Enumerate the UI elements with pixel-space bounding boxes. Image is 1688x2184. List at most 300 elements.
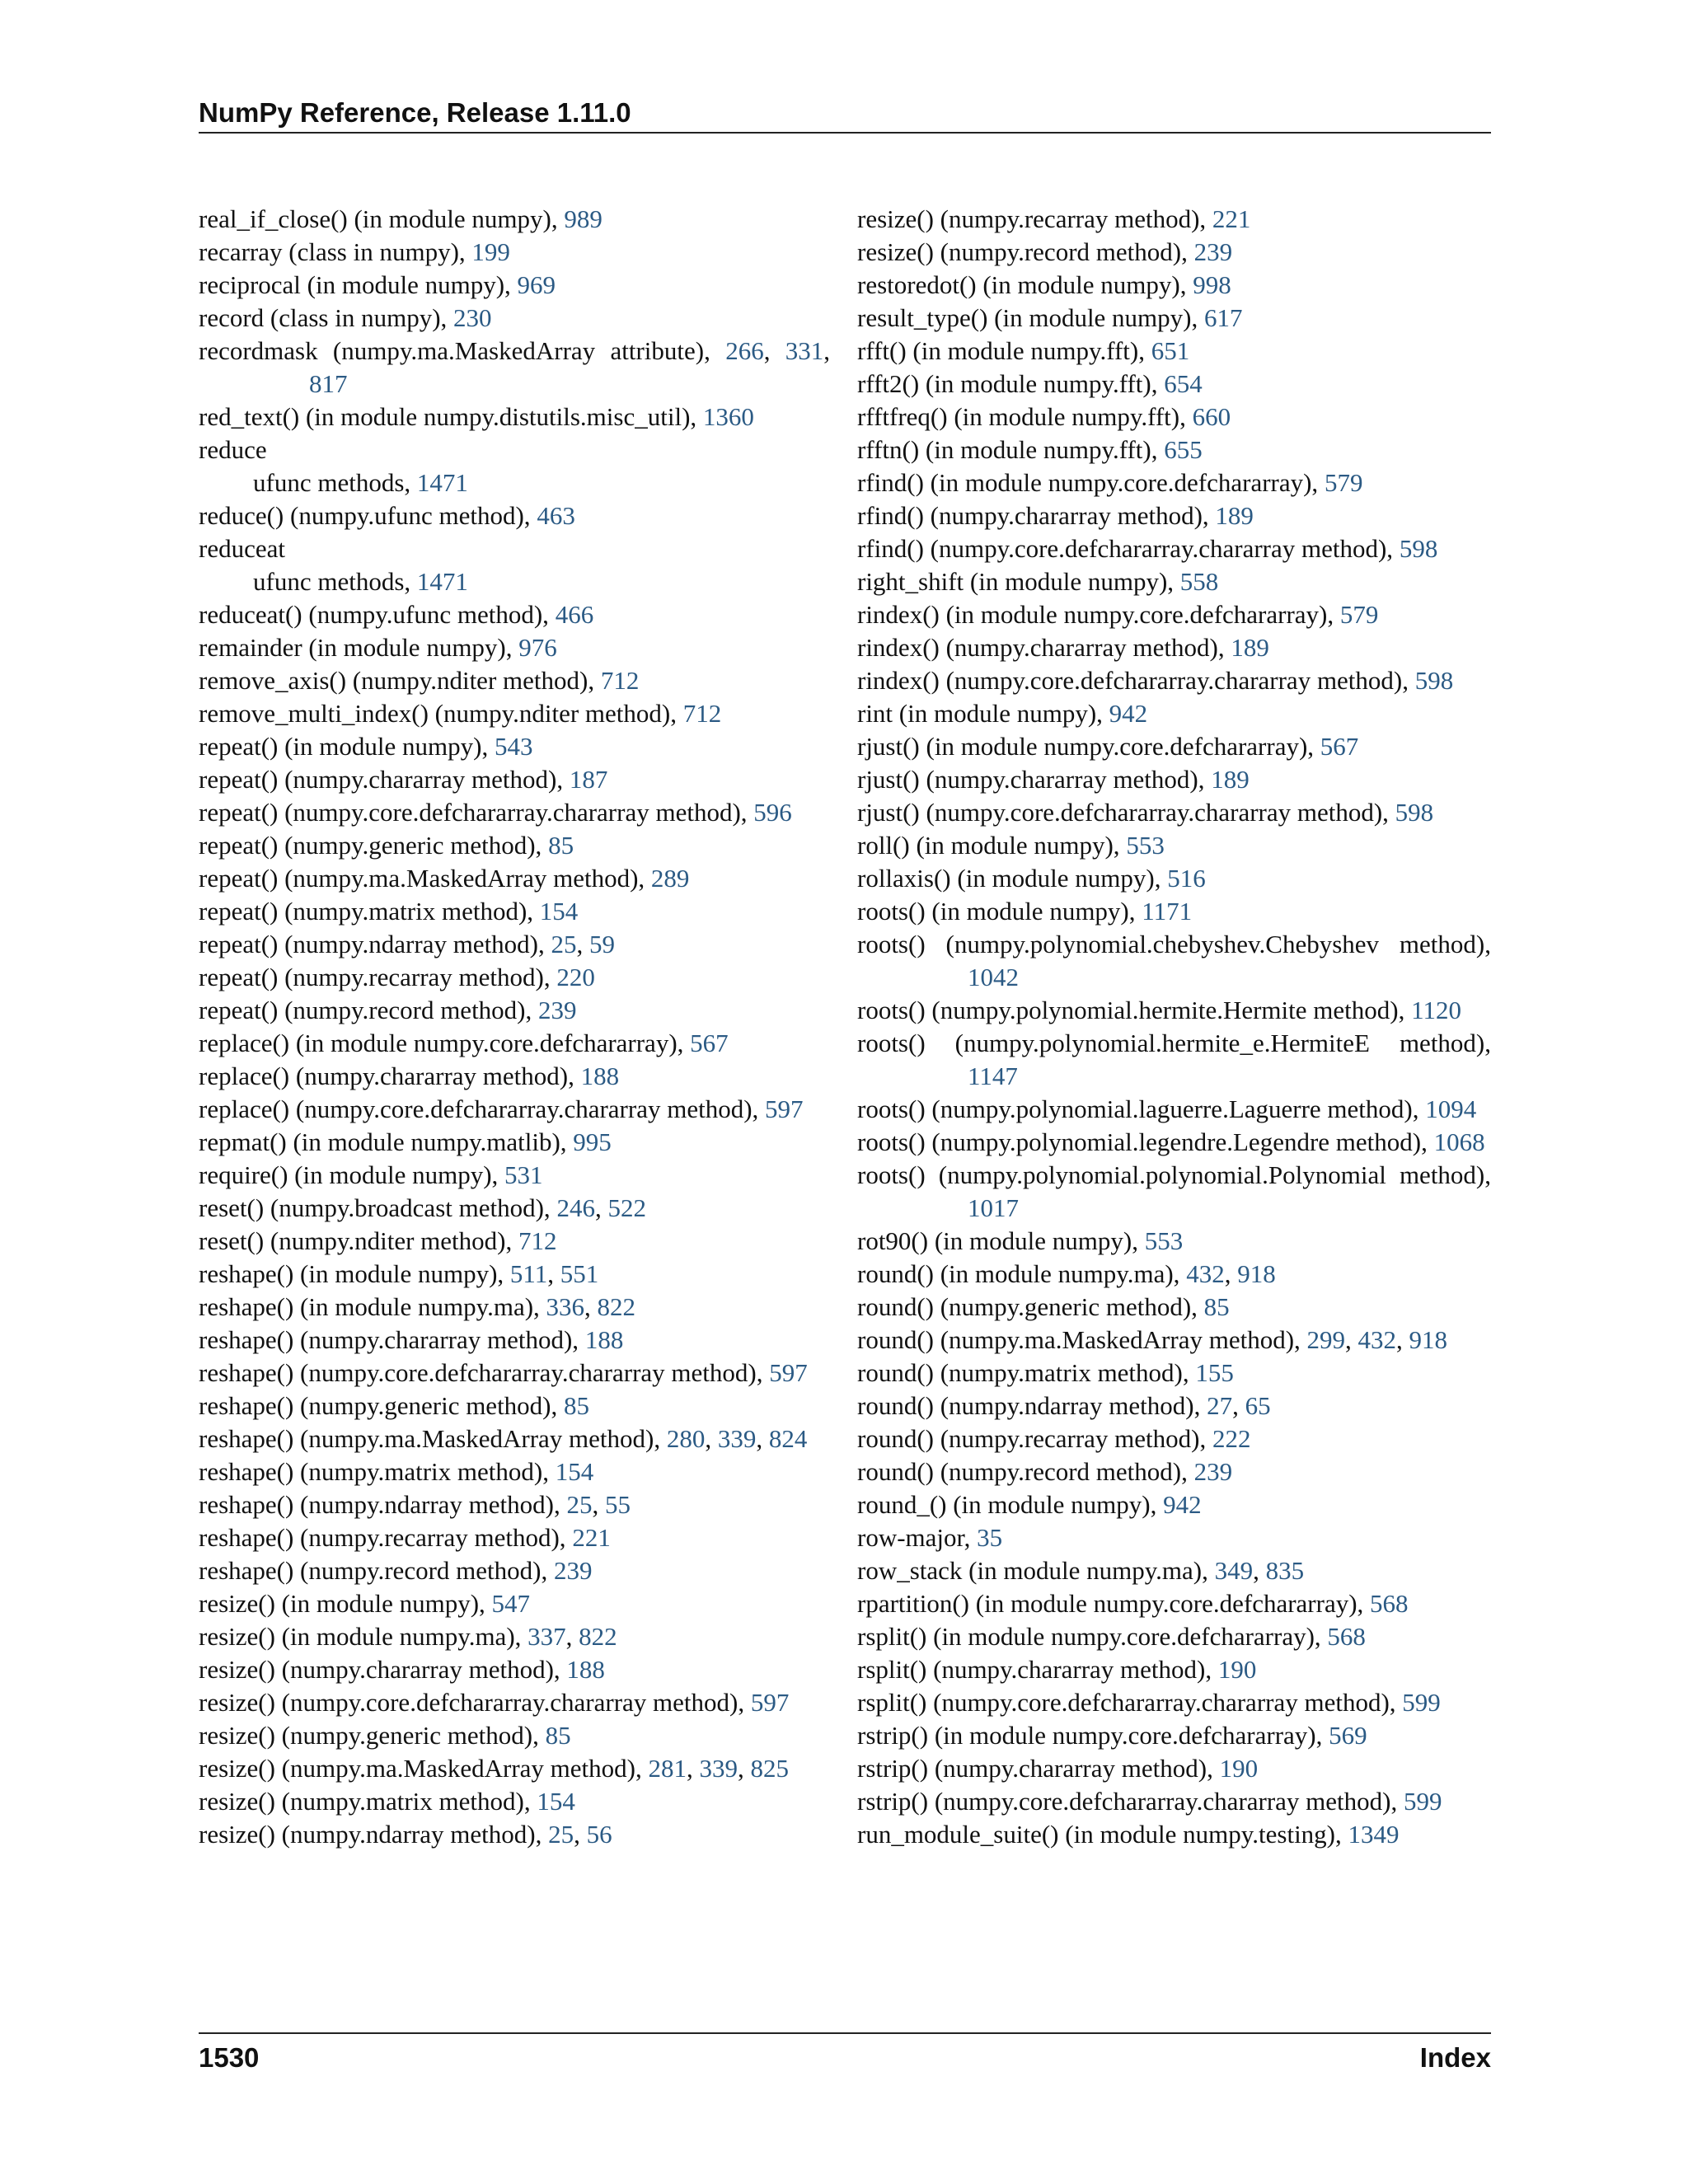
index-term: reduceat() (numpy.ufunc method), [199,600,556,629]
index-term: repeat() (numpy.recarray method), [199,963,557,991]
page-reference-link[interactable]: 85 [545,1721,571,1750]
index-term: remainder (in module numpy), [199,633,519,662]
index-term: rsplit() (numpy.core.defchararray.chararray method), [857,1688,1403,1717]
page-reference-link[interactable]: 995 [573,1127,612,1156]
page-reference-link[interactable]: 597 [765,1094,804,1123]
page-reference-link[interactable]: 463 [537,501,575,530]
page-reference-link[interactable]: 56 [586,1820,612,1849]
index-term: reset() (numpy.nditer method), [199,1226,518,1255]
page-reference-link[interactable]: 154 [555,1457,594,1486]
index-term: round() (numpy.matrix method), [857,1358,1196,1387]
page-reference-link[interactable]: 597 [750,1688,790,1717]
page-reference-link[interactable]: 189 [1211,765,1250,794]
page-reference-link[interactable]: 598 [1395,798,1434,827]
page-reference-link[interactable]: 432 [1186,1259,1225,1288]
page-reference-link[interactable]: 822 [579,1622,617,1651]
index-entry [857,664,1491,697]
index-term: rstrip() (numpy.core.defchararray.chararray method), [857,1787,1404,1816]
index-term: reshape() (numpy.core.defchararray.chararray method), [199,1358,770,1387]
index-entry [199,1785,830,1818]
index-term: reduce [199,435,267,464]
index-entry [199,302,830,335]
page-reference-link[interactable]: 969 [517,270,556,299]
index-term: repeat() (numpy.matrix method), [199,897,540,926]
index-entry: resize() (numpy.ma.MaskedArray method), 281, 339, 825 [199,1754,789,1783]
index-entry [199,697,830,730]
index-entry [199,1390,830,1422]
index-entry [857,434,1491,466]
index-entry [857,1027,1491,1093]
index-subentry [199,565,830,598]
index-entry [857,1488,1491,1521]
index-entry [857,1785,1491,1818]
index-term: round() (in module numpy.ma), [857,1259,1187,1288]
index-entry [199,236,830,269]
page-reference-link[interactable]: 1120 [1411,996,1461,1024]
index-term: reshape() (numpy.generic method), [199,1391,565,1420]
page-reference-link[interactable]: 599 [1402,1688,1441,1717]
index-entry [857,1126,1491,1159]
index-term: round() (numpy.record method), [857,1457,1194,1486]
index-term: repeat() (in module numpy), [199,732,495,761]
index-entry [857,598,1491,631]
index-term: record (class in numpy), [199,303,454,332]
index-entry [857,1587,1491,1620]
index-term: rindex() (in module numpy.core.defchararray), [857,600,1340,629]
index-entry [199,1225,830,1258]
index-term: rfft() (in module numpy.fft), [857,336,1151,365]
index-entry [857,269,1491,302]
index-column-right [857,203,1491,1851]
index-term: reshape() (numpy.ma.MaskedArray method), [199,1424,667,1453]
index-term: round() (numpy.generic method), [857,1292,1204,1321]
index-entry: row_stack (in module numpy.ma), 349, 835 [857,1556,1305,1585]
page-reference-link[interactable]: 239 [538,996,577,1024]
page-reference-link[interactable]: 188 [566,1655,605,1684]
section-label: Index [1419,2042,1491,2073]
index-term: rint (in module numpy), [857,699,1109,728]
index-term: reduceat [199,534,285,563]
page-reference-link[interactable]: 553 [1144,1226,1184,1255]
index-term: rfind() (in module numpy.core.defchararray), [857,468,1325,497]
index-entry [199,994,830,1027]
page-reference-link[interactable]: 531 [504,1160,543,1189]
index-term: resize() (numpy.ma.MaskedArray method), [199,1754,649,1783]
index-term: rot90() (in module numpy), [857,1226,1145,1255]
page-reference-link[interactable]: 712 [518,1226,557,1255]
page-reference-link[interactable]: 1360 [702,402,754,431]
index-entry: reshape() (in module numpy.ma), 336, 822 [199,1292,636,1321]
index-term: reset() (numpy.broadcast method), [199,1193,557,1222]
index-entry [857,994,1491,1027]
page-reference-link[interactable]: 989 [564,204,603,233]
page-reference-link[interactable]: 942 [1109,699,1148,728]
page-reference-link[interactable]: 222 [1212,1424,1251,1453]
index-entry [199,434,830,466]
index-term: replace() (numpy.chararray method), [199,1062,581,1090]
page-reference-link[interactable]: 654 [1164,369,1203,398]
index-term: repeat() (numpy.ma.MaskedArray method), [199,864,651,893]
index-entry [857,1719,1491,1752]
page-reference-link[interactable]: 598 [1414,666,1454,695]
index-entry [199,1521,830,1554]
page-reference-link[interactable]: 27 [1207,1391,1233,1420]
index-term: restoredot() (in module numpy), [857,270,1193,299]
index-entry [199,532,830,565]
index-entry [857,401,1491,434]
index-entry [199,1455,830,1488]
page-reference-link[interactable]: 1471 [416,567,468,596]
index-entry [199,631,830,664]
index-term: rfftn() (in module numpy.fft), [857,435,1165,464]
page-reference-link[interactable]: 817 [309,369,348,398]
page-reference-link[interactable]: 188 [580,1062,620,1090]
index-entry [857,1159,1491,1225]
index-term: roots() (numpy.polynomial.legendre.Legendre method), [857,1127,1434,1156]
index-entry [857,730,1491,763]
index-term: replace() (numpy.core.defchararray.chararray method), [199,1094,766,1123]
index-term: result_type() (in module numpy), [857,303,1204,332]
page-reference-link[interactable]: 220 [556,963,595,991]
page-reference-link[interactable]: 25 [551,930,577,958]
index-entry [199,269,830,302]
index-entry [199,1324,830,1357]
index-entry [199,203,830,236]
index-term: round_() (in module numpy), [857,1490,1164,1519]
page-reference-link[interactable]: 337 [528,1622,566,1651]
index-entry: reset() (numpy.broadcast method), 246, 522 [199,1193,646,1222]
index-term: rsplit() (numpy.chararray method), [857,1655,1218,1684]
page-reference-link[interactable]: 568 [1327,1622,1366,1651]
index-term: resize() (numpy.core.defchararray.chararray method), [199,1688,751,1717]
index-entry [199,1719,830,1752]
index-entry [857,1422,1491,1455]
index-entry [857,1686,1491,1719]
index-term: recarray (class in numpy), [199,237,472,266]
index-entry: repeat() (numpy.ndarray method), 25, 59 [199,930,616,958]
index-entry [199,1554,830,1587]
index-term: red_text() (in module numpy.distutils.misc_util), [199,402,703,431]
page-reference-link[interactable]: 281 [648,1754,687,1783]
index-term: reshape() (numpy.matrix method), [199,1457,556,1486]
index-term: round() (numpy.recarray method), [857,1424,1212,1453]
index-entry [857,368,1491,401]
page-reference-link[interactable]: 432 [1357,1325,1397,1354]
page-reference-link[interactable]: 466 [555,600,594,629]
page-reference-link[interactable]: 289 [650,864,690,893]
index-entry [199,796,830,829]
page-reference-link[interactable]: 918 [1409,1325,1448,1354]
page-reference-link[interactable]: 918 [1237,1259,1276,1288]
index-term: rjust() (in module numpy.core.defchararray), [857,732,1320,761]
index-term: right_shift (in module numpy), [857,567,1180,596]
page-reference-link[interactable]: 189 [1231,633,1269,662]
index-term: rpartition() (in module numpy.core.defchararray), [857,1589,1371,1618]
page-reference-link[interactable]: 651 [1151,336,1190,365]
page-reference-link[interactable]: 239 [553,1556,593,1585]
page-reference-link[interactable]: 246 [556,1193,595,1222]
index-entry [199,664,830,697]
page-reference-link[interactable]: 299 [1306,1325,1346,1354]
index-term: rindex() (numpy.core.defchararray.chararray method), [857,666,1415,695]
index-entry [857,1620,1491,1653]
page-reference-link[interactable]: 239 [1193,237,1233,266]
index-term: resize() (numpy.ndarray method), [199,1820,549,1849]
page-reference-link[interactable]: 558 [1179,567,1219,596]
page-reference-link[interactable]: 596 [753,798,792,827]
index-term: reshape() (numpy.record method), [199,1556,554,1585]
index-entry [199,1587,830,1620]
page-reference-link[interactable]: 1068 [1433,1127,1485,1156]
page-reference-link[interactable]: 516 [1167,864,1206,893]
index-term: replace() (in module numpy.core.defchararray), [199,1029,691,1057]
index-term: row-major, [857,1523,978,1552]
index-entry [857,862,1491,895]
page-reference-link[interactable]: 55 [604,1490,631,1519]
page-reference-link[interactable]: 551 [560,1259,599,1288]
page-reference-link[interactable]: 221 [1212,204,1251,233]
page-reference-link[interactable]: 154 [537,1787,575,1816]
index-term: rfind() (numpy.chararray method), [857,501,1216,530]
index-term: resize() (in module numpy.ma), [199,1622,528,1651]
document-title: NumPy Reference, Release 1.11.0 [199,97,631,128]
page-reference-link[interactable]: 522 [607,1193,646,1222]
page-reference-link[interactable]: 339 [717,1424,757,1453]
page-reference-link[interactable]: 155 [1195,1358,1234,1387]
index-entry [199,1126,830,1159]
index-entry: reshape() (numpy.ndarray method), 25, 55 [199,1490,631,1519]
index-term: repeat() (numpy.core.defchararray.chararray method), [199,798,754,827]
page-reference-link[interactable]: 598 [1399,534,1438,563]
page-reference-link[interactable]: 336 [546,1292,585,1321]
page-reference-link[interactable]: 825 [750,1754,789,1783]
index-term: resize() (numpy.generic method), [199,1721,546,1750]
page-reference-link[interactable]: 599 [1404,1787,1442,1816]
index-term: reshape() (in module numpy.ma), [199,1292,546,1321]
page-reference-link[interactable]: 569 [1329,1721,1367,1750]
page-reference-link[interactable]: 660 [1192,402,1231,431]
index-term: reduce() (numpy.ufunc method), [199,501,537,530]
index-term: rfft2() (in module numpy.fft), [857,369,1165,398]
index-entry [199,1027,830,1060]
index-entry [199,730,830,763]
page-reference-link[interactable]: 221 [572,1523,611,1552]
page-reference-link[interactable]: 190 [1217,1655,1257,1684]
index-term: reshape() (numpy.chararray method), [199,1325,585,1354]
index-entry [857,466,1491,499]
index-entry [857,302,1491,335]
index-entry [857,697,1491,730]
page-reference-link[interactable]: 835 [1265,1556,1305,1585]
page-reference-link[interactable]: 25 [548,1820,574,1849]
page-reference-link[interactable]: 280 [666,1424,706,1453]
index-entry [857,928,1491,994]
index-entry [199,598,830,631]
page-reference-link[interactable]: 1042 [968,963,1019,991]
index-entry [199,763,830,796]
index-entry [857,565,1491,598]
page-reference-link[interactable]: 543 [494,732,533,761]
index-term: round() (numpy.ma.MaskedArray method), [857,1325,1307,1354]
index-term: ufunc methods, [253,468,417,497]
index-term: roots() (numpy.polynomial.hermite_e.HermiteE method), [857,1029,1491,1057]
index-term: resize() (numpy.matrix method), [199,1787,537,1816]
index-term: repeat() (numpy.chararray method), [199,765,570,794]
index-entry [857,1291,1491,1324]
page-reference-link[interactable]: 266 [725,336,764,365]
index-term: row_stack (in module numpy.ma), [857,1556,1215,1585]
index-entry [857,499,1491,532]
index-term: roots() (numpy.polynomial.polynomial.Polynomial method), [857,1160,1491,1189]
index-entry [199,961,830,994]
index-term: remove_axis() (numpy.nditer method), [199,666,601,695]
page-reference-link[interactable]: 1349 [1348,1820,1400,1849]
index-entry [857,532,1491,565]
index-entry [857,895,1491,928]
page-reference-link[interactable]: 547 [491,1589,531,1618]
page-reference-link[interactable]: 25 [566,1490,593,1519]
page-reference-link[interactable]: 1147 [968,1062,1018,1090]
index-term: repeat() (numpy.ndarray method), [199,930,551,958]
index-term: round() (numpy.ndarray method), [857,1391,1207,1420]
index-entry: recordmask (numpy.ma.MaskedArray attribute), 266, 331, 817 [199,336,831,398]
index-term: run_module_suite() (in module numpy.testing), [857,1820,1348,1849]
index-entry [199,862,830,895]
index-entry [857,1225,1491,1258]
index-entry [857,236,1491,269]
index-term: roots() (in module numpy), [857,897,1142,926]
index-entry: round() (in module numpy.ma), 432, 918 [857,1259,1276,1288]
index-term: roots() (numpy.polynomial.laguerre.Laguerre method), [857,1094,1426,1123]
index-entry [857,1653,1491,1686]
page-reference-link[interactable]: 617 [1204,303,1243,332]
index-term: rfind() (numpy.core.defchararray.chararray method), [857,534,1400,563]
page-reference-link[interactable]: 511 [509,1259,548,1288]
page-reference-link[interactable]: 85 [548,831,574,860]
page-reference-link[interactable]: 567 [690,1029,729,1057]
index-term: resize() (numpy.chararray method), [199,1655,567,1684]
index-term: rstrip() (numpy.chararray method), [857,1754,1220,1783]
page-reference-link[interactable]: 230 [453,303,492,332]
index-subentry [199,466,830,499]
page-reference-link[interactable]: 579 [1324,468,1363,497]
index-term: repmat() (in module numpy.matlib), [199,1127,574,1156]
index-term: rfftfreq() (in module numpy.fft), [857,402,1193,431]
index-term: rsplit() (in module numpy.core.defchararray), [857,1622,1328,1651]
page-reference-link[interactable]: 35 [977,1523,1003,1552]
index-entry: round() (numpy.ma.MaskedArray method), 299, 432, 918 [857,1325,1448,1354]
index-entry [857,796,1491,829]
page-reference-link[interactable]: 824 [768,1424,808,1453]
page-reference-link[interactable]: 655 [1164,435,1203,464]
index-entry: round() (numpy.ndarray method), 27, 65 [857,1391,1271,1420]
page-reference-link[interactable]: 712 [600,666,640,695]
index-entry [857,631,1491,664]
page-reference-link[interactable]: 553 [1126,831,1165,860]
index-entry: resize() (numpy.ndarray method), 25, 56 [199,1820,612,1849]
index-term: reciprocal (in module numpy), [199,270,518,299]
index-entry [199,401,830,434]
page-reference-link[interactable]: 597 [769,1358,808,1387]
page-reference-link[interactable]: 1471 [416,468,468,497]
index-entry [199,1686,830,1719]
index-term: reshape() (numpy.ndarray method), [199,1490,567,1519]
index-entry [199,1159,830,1192]
index-entry: reshape() (numpy.ma.MaskedArray method), 280, 339, 824 [199,1424,808,1453]
index-term: resize() (in module numpy), [199,1589,492,1618]
page-footer [199,2032,1491,2082]
page-reference-link[interactable]: 568 [1370,1589,1409,1618]
index-entry [199,1357,830,1390]
index-entry [199,895,830,928]
index-term: roll() (in module numpy), [857,831,1127,860]
index-term: resize() (numpy.recarray method), [857,204,1212,233]
index-column-left [199,203,830,1851]
index-entry [857,1455,1491,1488]
page-reference-link[interactable]: 1017 [968,1193,1019,1222]
page-reference-link[interactable]: 822 [597,1292,636,1321]
index-term: resize() (numpy.record method), [857,237,1194,266]
index-term: reshape() (in module numpy), [199,1259,510,1288]
index-entry [857,1521,1491,1554]
index-term: roots() (numpy.polynomial.hermite.Hermite method), [857,996,1412,1024]
page-reference-link[interactable]: 59 [589,930,616,958]
index-entry: reshape() (in module numpy), 511, 551 [199,1259,599,1288]
page-reference-link[interactable]: 1094 [1425,1094,1477,1123]
page-reference-link[interactable]: 331 [785,336,824,365]
index-entry [857,829,1491,862]
page-reference-link[interactable]: 976 [518,633,557,662]
page-reference-link[interactable]: 199 [471,237,510,266]
index-term: remove_multi_index() (numpy.nditer method), [199,699,683,728]
page-reference-link[interactable]: 567 [1320,732,1359,761]
index-entry [857,1752,1491,1785]
page-reference-link[interactable]: 85 [564,1391,590,1420]
page-reference-link[interactable]: 187 [569,765,608,794]
index-entry [857,1093,1491,1126]
index-entry [857,1818,1491,1851]
index-term: ufunc methods, [253,567,417,596]
page-reference-link[interactable]: 942 [1163,1490,1202,1519]
page-reference-link[interactable]: 579 [1339,600,1379,629]
index-term: repeat() (numpy.record method), [199,996,539,1024]
page-header [199,92,1491,134]
page-reference-link[interactable]: 65 [1245,1391,1271,1420]
page-reference-link[interactable]: 85 [1203,1292,1230,1321]
page-reference-link[interactable]: 189 [1215,501,1254,530]
page-reference-link[interactable]: 239 [1193,1457,1233,1486]
index-term: reshape() (numpy.recarray method), [199,1523,573,1552]
page-reference-link[interactable]: 712 [682,699,722,728]
index-entry [857,763,1491,796]
page-reference-link[interactable]: 339 [699,1754,738,1783]
index-term: real_if_close() (in module numpy), [199,204,565,233]
index-entry [857,203,1491,236]
index-entry [857,1357,1491,1390]
page-reference-link[interactable]: 1171 [1142,897,1193,926]
index-term: require() (in module numpy), [199,1160,505,1189]
page-number: 1530 [199,2042,260,2073]
index-term: roots() (numpy.polynomial.chebyshev.Chebyshev method), [857,930,1491,958]
page-reference-link[interactable]: 188 [584,1325,624,1354]
page-reference-link[interactable]: 190 [1219,1754,1259,1783]
index-entry [199,829,830,862]
index-term: recordmask (numpy.ma.MaskedArray attribute), [199,336,726,365]
page-reference-link[interactable]: 998 [1193,270,1231,299]
page-reference-link[interactable]: 154 [539,897,579,926]
index-entry [199,1653,830,1686]
page-reference-link[interactable]: 349 [1214,1556,1254,1585]
